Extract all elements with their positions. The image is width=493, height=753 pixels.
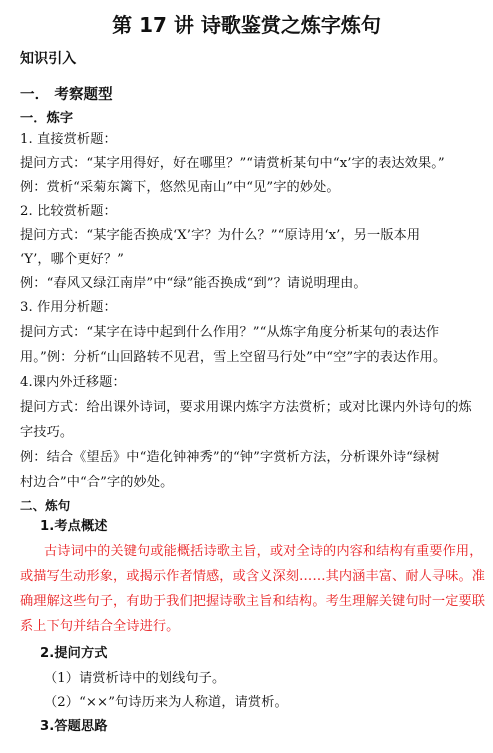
highlighted-paragraph-line: 或描写生动形象，或揭示作者情感，或含义深刻……其内涵丰富、耐人寻味。准 <box>20 569 486 584</box>
item-heading-transfer: 4.课内外迁移题： <box>20 375 126 390</box>
item-heading-direct: 1. 直接赏析题： <box>20 132 117 147</box>
page-title: 第 17 讲 诗歌鉴赏之炼字炼句 <box>112 13 381 37</box>
section-heading-intro: 知识引入 <box>20 51 77 67</box>
point-heading-answer-approach: 3.答题思路 <box>40 719 108 734</box>
highlighted-paragraph-line: 系上下句并结合全诗进行。 <box>20 619 180 634</box>
paragraph-line: 提问方式：“某字能否换成‘X’字？为什么？”“原诗用‘x’，另一版本用 <box>20 228 421 243</box>
paragraph-line: ‘Y’，哪个更好？” <box>20 252 124 267</box>
point-heading-question-forms: 2.提问方式 <box>40 646 108 661</box>
item-heading-compare: 2. 比较赏析题： <box>20 204 117 219</box>
list-item: （1）请赏析诗中的划线句子。 <box>44 671 226 686</box>
subheading-sentence-refining: 二、炼句 <box>20 498 71 513</box>
highlighted-paragraph-line: 确理解这些句子，有助于我们把握诗歌主旨和结构。考生理解关键句时一定要联 <box>20 594 486 609</box>
point-heading-overview: 1.考点概述 <box>40 519 108 534</box>
paragraph-line: 村边合”中“合”字的妙处。 <box>20 475 174 490</box>
paragraph-line: 用。”例：分析“山回路转不见君，雪上空留马行处”中“空”字的表达作用。 <box>20 350 447 365</box>
paragraph-line: 例：赏析“采菊东篱下，悠然见南山”中“见”字的妙处。 <box>20 180 340 195</box>
section-heading-question-types: 一． 考察题型 <box>20 87 113 103</box>
highlighted-paragraph-line: 古诗词中的关键句或能概括诗歌主旨，或对全诗的内容和结构有重要作用， <box>44 544 483 559</box>
paragraph-line: 提问方式：“某字在诗中起到什么作用？”“从炼字角度分析某句的表达作 <box>20 325 440 340</box>
paragraph-line: 例：结合《望岳》中“造化钟神秀”的“钟”字赏析方法，分析课外诗“绿树 <box>20 450 440 465</box>
list-item: （2）“××”句诗历来为人称道，请赏析。 <box>44 695 288 710</box>
paragraph-line: 提问方式：“某字用得好，好在哪里？”“请赏析某句中“x’字的表达效果。” <box>20 156 445 171</box>
subheading-word-refining: 一．炼字 <box>20 111 74 126</box>
paragraph-line: 提问方式：给出课外诗词，要求用课内炼字方法赏析；或对比课内外诗句的炼 <box>20 400 472 415</box>
paragraph-line: 例：“春风又绿江南岸”中“绿”能否换成“到”？请说明理由。 <box>20 276 367 291</box>
item-heading-function: 3. 作用分析题： <box>20 300 117 315</box>
paragraph-line: 字技巧。 <box>20 425 74 440</box>
